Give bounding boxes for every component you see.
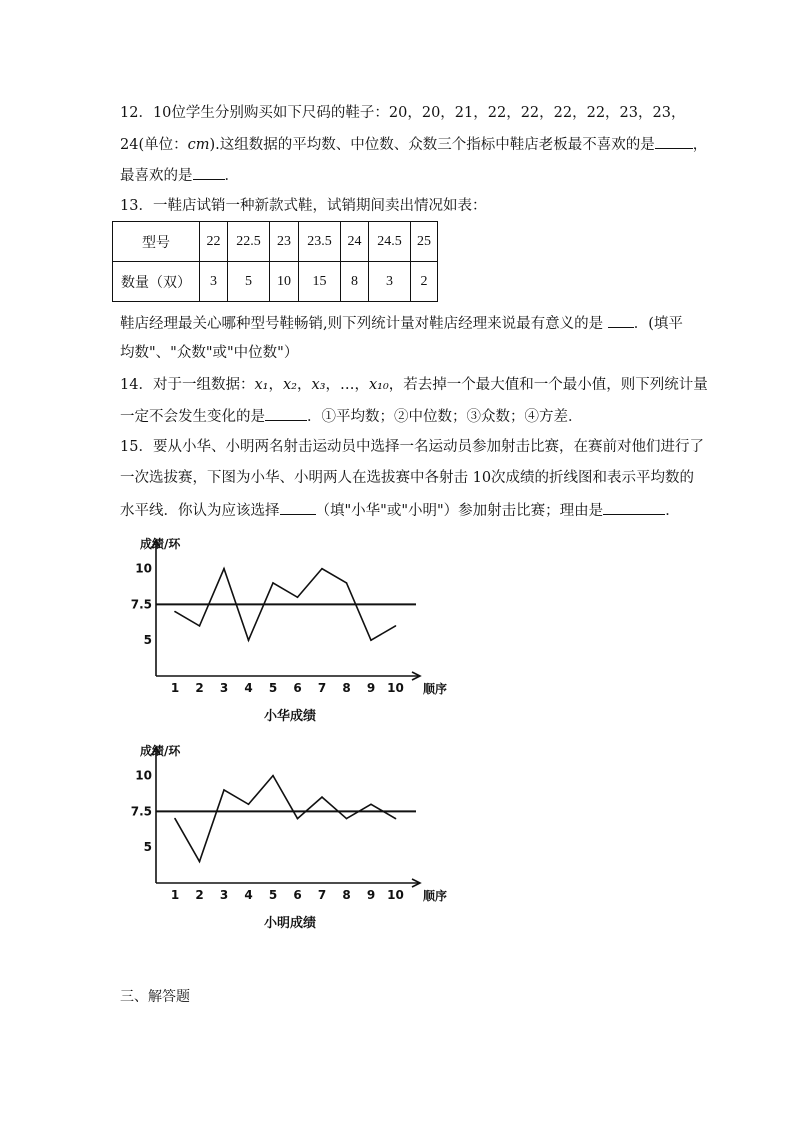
x-tick-label: 2 bbox=[195, 681, 204, 695]
math-var: x₁₀ bbox=[368, 377, 389, 393]
table-cell: 8 bbox=[341, 262, 369, 302]
x-tick-label: 9 bbox=[366, 888, 376, 902]
q12-text: 24(单位： bbox=[120, 137, 188, 153]
table-header-cell: 数量（双） bbox=[113, 262, 200, 302]
x-tick-label: 3 bbox=[219, 681, 229, 695]
x-tick-label: 4 bbox=[244, 888, 253, 902]
q12-line-1: 12．10位学生分别购买如下尺码的鞋子：20，20，21，22，22，22，22，23，23， bbox=[120, 105, 686, 121]
answer-blank[interactable] bbox=[280, 500, 316, 515]
data-point bbox=[199, 625, 201, 627]
separator: ， bbox=[268, 377, 283, 393]
x-axis-label: 顺序 bbox=[423, 889, 448, 903]
data-point bbox=[272, 775, 274, 777]
q15-line-1: 15．要从小华、小明两名射击运动员中选择一名运动员参加射击比赛，在赛前对他们进行了 bbox=[120, 439, 704, 455]
q13-question-line-1 bbox=[120, 313, 683, 334]
q14-text: 一定不会发生变化的是 bbox=[120, 409, 265, 425]
data-point bbox=[395, 625, 397, 627]
x-tick-label: 5 bbox=[268, 681, 278, 695]
data-point bbox=[297, 596, 299, 598]
data-point bbox=[346, 818, 348, 820]
xiaohua-score-chart bbox=[120, 530, 470, 730]
math-var: x₁ bbox=[254, 377, 269, 393]
q15-text: （填"小华"或"小明"）参加射击比赛；理由是 bbox=[315, 503, 604, 519]
data-point bbox=[174, 611, 176, 613]
y-tick-label: 5 bbox=[143, 633, 152, 648]
y-tick-label: 7.5 bbox=[130, 597, 152, 612]
chart-title: 小明成绩 bbox=[263, 916, 317, 931]
q13-question-line-2: 均数"、"众数"或"中位数"） bbox=[120, 345, 299, 361]
score-line bbox=[175, 776, 396, 862]
table-cell: 24.5 bbox=[369, 222, 411, 262]
table-row bbox=[113, 222, 438, 262]
table-cell: 3 bbox=[369, 262, 411, 302]
q12-text: ． bbox=[224, 168, 239, 184]
x-tick-label: 10 bbox=[387, 888, 404, 902]
y-axis-label: 成绩/环 bbox=[140, 744, 181, 758]
q12-text: 最喜欢的是 bbox=[120, 168, 193, 184]
shoe-sales-table bbox=[112, 221, 438, 302]
y-tick-label: 5 bbox=[143, 840, 152, 855]
x-tick-label: 7 bbox=[317, 681, 327, 695]
x-tick-label: 1 bbox=[170, 888, 180, 902]
table-cell: 5 bbox=[228, 262, 270, 302]
x-tick-label: 4 bbox=[244, 681, 253, 695]
data-point bbox=[223, 568, 225, 570]
data-point bbox=[321, 796, 323, 798]
table-cell: 23 bbox=[270, 222, 299, 262]
table-cell: 22 bbox=[200, 222, 228, 262]
q14-text: 14．对于一组数据： bbox=[120, 377, 255, 393]
x-tick-label: 8 bbox=[342, 681, 351, 695]
q14-line-1 bbox=[120, 375, 708, 395]
x-tick-label: 1 bbox=[170, 681, 180, 695]
table-cell: 10 bbox=[270, 262, 299, 302]
q15-text: ． bbox=[665, 503, 680, 519]
data-point bbox=[199, 861, 201, 863]
data-point bbox=[248, 803, 250, 805]
unit-label: cm bbox=[187, 137, 210, 153]
x-tick-label: 2 bbox=[195, 888, 204, 902]
x-tick-label: 6 bbox=[293, 888, 302, 902]
q15-line-3 bbox=[120, 500, 680, 521]
q15-text: 水平线．你认为应该选择 bbox=[120, 503, 280, 519]
xiaoming-score-chart bbox=[120, 737, 470, 937]
separator: ， bbox=[296, 377, 312, 393]
y-tick-label: 7.5 bbox=[130, 804, 152, 819]
table-cell: 24 bbox=[341, 222, 369, 262]
answer-blank[interactable] bbox=[603, 500, 665, 515]
data-point bbox=[174, 818, 176, 820]
x-axis-label: 顺序 bbox=[423, 682, 448, 696]
answer-blank[interactable] bbox=[193, 165, 225, 180]
q13-intro: 13．一鞋店试销一种新款式鞋，试销期间卖出情况如表： bbox=[120, 198, 487, 214]
x-tick-label: 7 bbox=[317, 888, 327, 902]
x-tick-label: 5 bbox=[268, 888, 278, 902]
q14-line-2 bbox=[120, 406, 583, 427]
data-point bbox=[272, 582, 274, 584]
q13-text: 鞋店经理最关心哪种型号鞋畅销,则下列统计量对鞋店经理来说最有意义的是 bbox=[120, 316, 608, 332]
data-point bbox=[321, 568, 323, 570]
math-var: x₂ bbox=[282, 377, 297, 393]
q12-text: ).这组数据的平均数、中位数、众数三个指标中鞋店老板最不喜欢的是 bbox=[209, 137, 655, 153]
y-axis-label: 成绩/环 bbox=[140, 537, 181, 551]
y-tick-label: 10 bbox=[135, 768, 152, 783]
data-point bbox=[248, 639, 250, 641]
table-cell: 22.5 bbox=[228, 222, 270, 262]
q13-text: ．(填平 bbox=[633, 316, 683, 332]
answer-blank[interactable] bbox=[655, 134, 693, 149]
data-point bbox=[297, 818, 299, 820]
q12-line-3 bbox=[120, 165, 239, 186]
data-point bbox=[346, 582, 348, 584]
table-cell: 15 bbox=[299, 262, 341, 302]
data-point bbox=[370, 639, 372, 641]
q14-text: ，若去掉一个最大值和一个最小值，则下列统计量 bbox=[388, 377, 708, 393]
x-tick-label: 3 bbox=[219, 888, 229, 902]
math-var: x₃ bbox=[311, 377, 326, 393]
y-tick-label: 10 bbox=[135, 561, 152, 576]
data-point bbox=[370, 803, 372, 805]
q14-text: ．①平均数；②中位数；③众数；④方差． bbox=[307, 409, 583, 425]
section-heading: 三、解答题 bbox=[120, 989, 190, 1005]
answer-blank[interactable] bbox=[608, 313, 634, 328]
table-cell: 25 bbox=[411, 222, 438, 262]
q12-text: ， bbox=[692, 137, 708, 153]
table-cell: 2 bbox=[411, 262, 438, 302]
x-tick-label: 8 bbox=[342, 888, 351, 902]
q15-line-2: 一次选拔赛，下图为小华、小明两人在选拔赛中各射击 10次成绩的折线图和表示平均数的 bbox=[120, 470, 695, 486]
x-tick-label: 10 bbox=[387, 681, 404, 695]
ellipsis: … bbox=[339, 377, 355, 393]
data-point bbox=[223, 789, 225, 791]
table-row bbox=[113, 262, 438, 302]
table-header-cell: 型号 bbox=[113, 222, 200, 262]
x-tick-label: 6 bbox=[293, 681, 302, 695]
answer-blank[interactable] bbox=[265, 406, 307, 421]
data-point bbox=[395, 818, 397, 820]
separator: ， bbox=[325, 377, 340, 393]
table-cell: 3 bbox=[200, 262, 228, 302]
x-tick-label: 9 bbox=[366, 681, 376, 695]
q12-line-2 bbox=[120, 134, 707, 155]
separator: ， bbox=[354, 377, 369, 393]
table-cell: 23.5 bbox=[299, 222, 341, 262]
chart-title: 小华成绩 bbox=[263, 709, 317, 724]
